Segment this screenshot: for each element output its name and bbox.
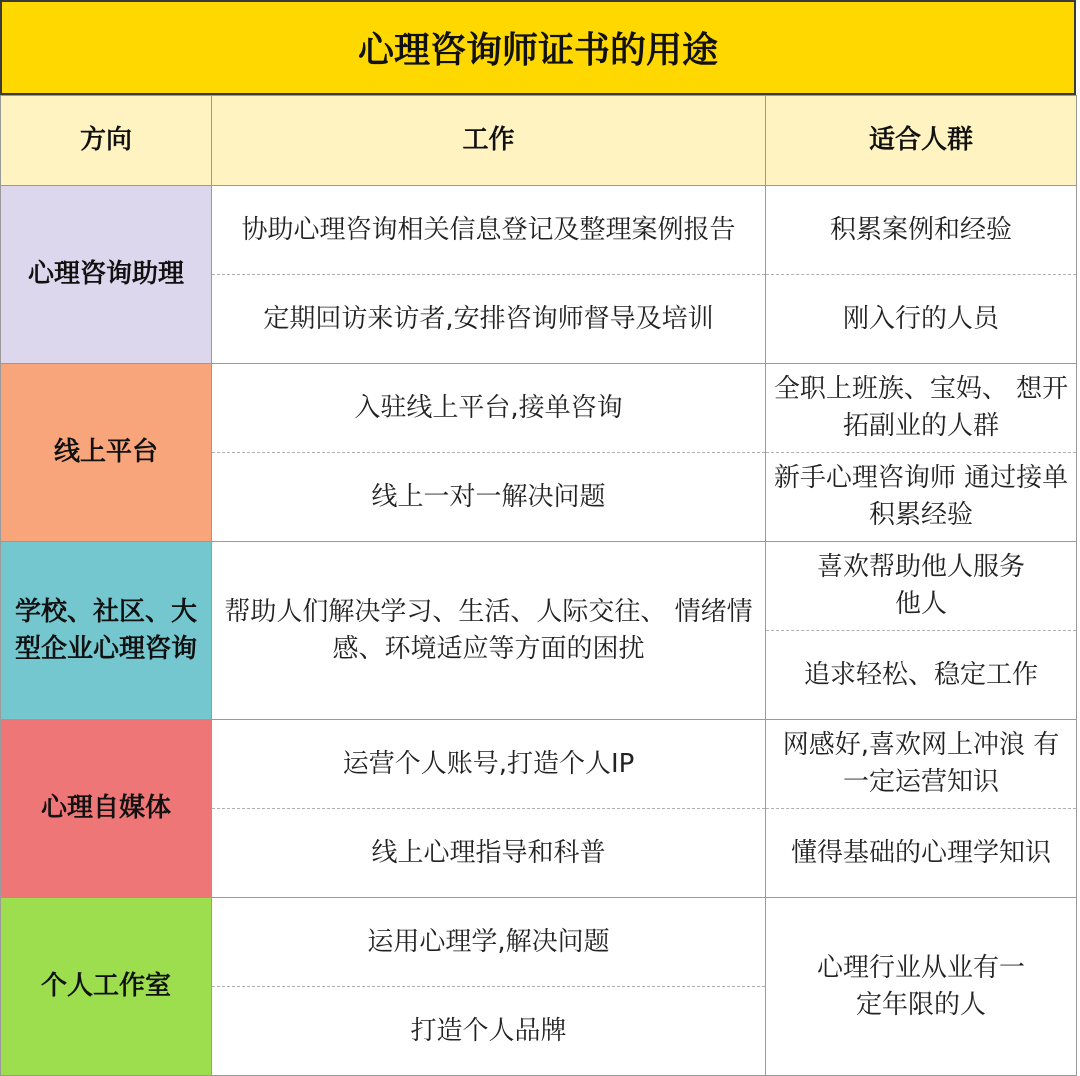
work-cell: 帮助人们解决学习、生活、人际交往、 情绪情感、环境适应等方面的困扰	[212, 542, 766, 720]
audience-cell: 心理行业从业有一定年限的人	[766, 898, 1077, 1076]
table-row	[1, 898, 1077, 987]
audience-cell: 网感好,喜欢网上冲浪 有一定运营知识	[766, 720, 1077, 809]
audience-cell: 懂得基础的心理学知识	[766, 809, 1077, 898]
work-cell: 运用心理学,解决问题	[212, 898, 766, 987]
work-cell: 协助心理咨询相关信息登记及整理案例报告	[212, 186, 766, 275]
work-cell: 打造个人品牌	[212, 987, 766, 1076]
audience-cell: 喜欢帮助他人服务他人	[766, 542, 1077, 631]
header-row	[1, 96, 1077, 186]
direction-online-platform: 线上平台	[1, 364, 212, 542]
audience-cell: 积累案例和经验	[766, 186, 1077, 275]
audience-cell: 新手心理咨询师 通过接单积累经验	[766, 453, 1077, 542]
work-cell: 运营个人账号,打造个人IP	[212, 720, 766, 809]
page-title: 心理咨询师证书的用途	[0, 0, 1076, 95]
table-row	[1, 720, 1077, 809]
direction-personal-studio: 个人工作室	[1, 898, 212, 1076]
direction-assistant: 心理咨询助理	[1, 186, 212, 364]
direction-school-community: 学校、社区、大型企业心理咨询	[1, 542, 212, 720]
audience-cell: 全职上班族、宝妈、 想开拓副业的人群	[766, 364, 1077, 453]
audience-cell: 追求轻松、稳定工作	[766, 631, 1077, 720]
header-direction: 方向	[1, 96, 212, 186]
header-work: 工作	[212, 96, 766, 186]
table-row	[1, 186, 1077, 275]
work-cell: 线上一对一解决问题	[212, 453, 766, 542]
work-cell: 入驻线上平台,接单咨询	[212, 364, 766, 453]
certificate-uses-table	[0, 95, 1077, 1076]
audience-cell: 刚入行的人员	[766, 275, 1077, 364]
table-row	[1, 364, 1077, 453]
work-cell: 线上心理指导和科普	[212, 809, 766, 898]
table-row	[1, 542, 1077, 631]
work-cell: 定期回访来访者,安排咨询师督导及培训	[212, 275, 766, 364]
header-audience: 适合人群	[766, 96, 1077, 186]
direction-self-media: 心理自媒体	[1, 720, 212, 898]
